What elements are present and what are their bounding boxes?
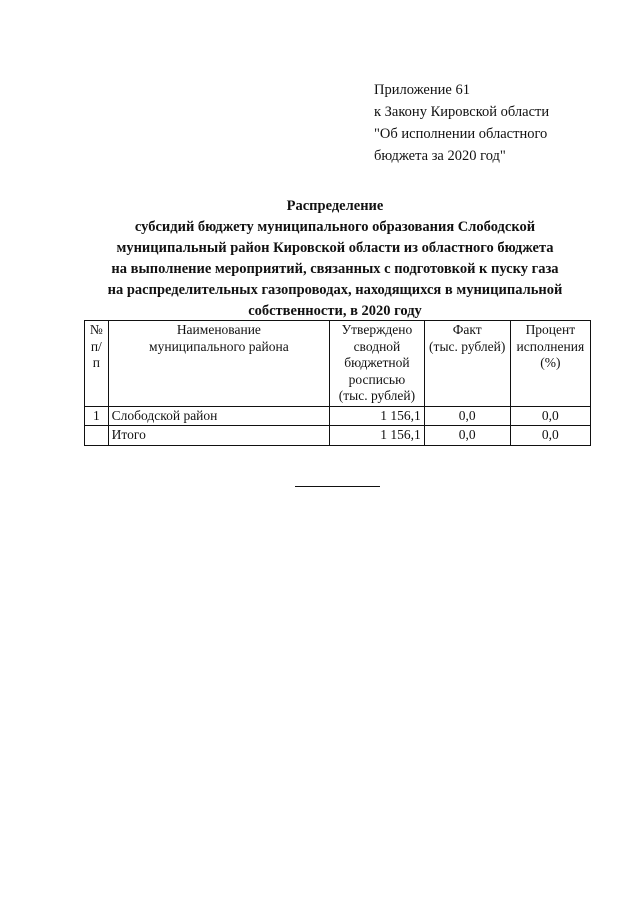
cell-name: Итого: [108, 426, 329, 446]
cell-approved: 1 156,1: [330, 426, 425, 446]
title-line: собственности, в 2020 году: [248, 303, 422, 319]
cell-name: Слободской район: [108, 406, 329, 426]
title-line: на выполнение мероприятий, связанных с подготовкой к пуску газа: [111, 261, 559, 277]
header-name: Наименование муниципального района: [108, 321, 329, 407]
cell-num: [85, 426, 109, 446]
table-total-row: [85, 426, 591, 446]
document-title: [60, 196, 610, 322]
header-approved: Утверждено сводной бюджетной росписью (тыс. рублей): [330, 321, 425, 407]
cell-percent: 0,0: [510, 426, 590, 446]
title-line: Распределение: [286, 198, 384, 214]
cell-fact: 0,0: [424, 426, 510, 446]
appendix-note: [374, 79, 549, 167]
table-header-row: [85, 321, 591, 407]
distribution-table: [84, 320, 591, 446]
title-line: муниципальный район Кировской области из областного бюджета: [116, 240, 554, 256]
table-row: [85, 406, 591, 426]
cell-approved: 1 156,1: [330, 406, 425, 426]
appendix-line: Приложение 61: [374, 82, 470, 98]
header-num: № п/п: [85, 321, 109, 407]
header-fact: Факт (тыс. рублей): [424, 321, 510, 407]
end-divider: [295, 486, 380, 487]
cell-fact: 0,0: [424, 406, 510, 426]
title-line: на распределительных газопроводах, находящихся в муниципальной: [107, 282, 563, 298]
header-percent: Процент исполнения (%): [510, 321, 590, 407]
appendix-line: бюджета за 2020 год": [374, 148, 506, 164]
appendix-line: "Об исполнении областного: [374, 126, 548, 142]
title-line: субсидий бюджету муниципального образования Слободской: [134, 219, 536, 235]
appendix-line: к Закону Кировской области: [374, 104, 550, 120]
cell-percent: 0,0: [510, 406, 590, 426]
cell-num: 1: [85, 406, 109, 426]
